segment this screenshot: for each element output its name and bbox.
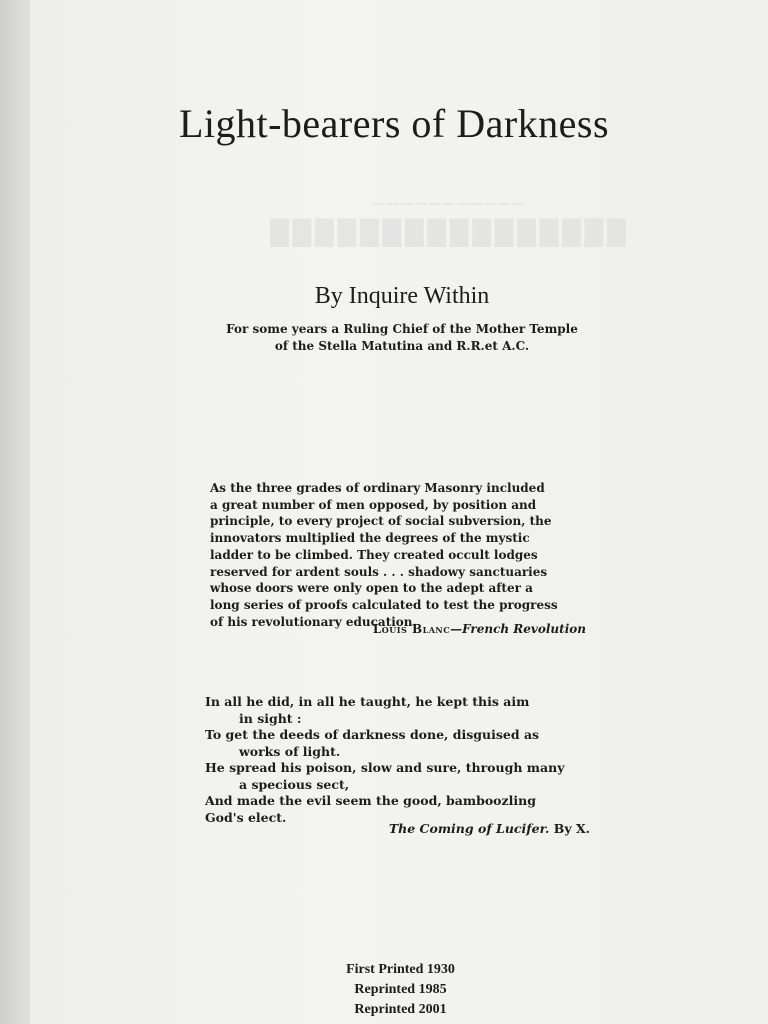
imprint-line: First Printed 1930 xyxy=(346,962,455,977)
poem-line: He spread his poison, slow and sure, through many xyxy=(205,760,565,775)
epigraph-poem-attribution xyxy=(330,821,590,836)
attribution-author: Louis Blanc xyxy=(372,622,451,636)
author-desc-line: For some years a Ruling Chief of the Mother Temple xyxy=(226,322,578,336)
attribution-work: French Revolution xyxy=(462,622,586,636)
attribution-work: The Coming of Lucifer. xyxy=(388,821,550,836)
epigraph-line: whose doors were only open to the adept after a xyxy=(210,581,533,596)
bleed-through-texture: ─────────── ████████████████ xyxy=(270,194,630,247)
poem-line: In all he did, in all he taught, he kept this aim xyxy=(205,694,530,709)
epigraph-line: reserved for ardent souls . . . shadowy sanctuaries xyxy=(210,564,548,579)
epigraph-line: a great number of men opposed, by position and xyxy=(210,497,537,512)
epigraph-line: As the three grades of ordinary Masonry included xyxy=(210,481,545,495)
epigraph-line: of his revolutionary education. xyxy=(210,614,417,629)
title-page xyxy=(30,0,768,1024)
byline: By Inquire Within xyxy=(314,283,490,309)
poem-line: And made the evil seem the good, bamboozling xyxy=(205,793,536,808)
epigraph-blanc-attribution xyxy=(330,622,586,636)
imprint-line: Reprinted 1985 xyxy=(354,982,447,997)
epigraph-line: long series of proofs calculated to test the progress xyxy=(210,597,558,612)
poem-line: a specious sect, xyxy=(239,776,350,792)
poem-line: God's elect. xyxy=(205,809,287,825)
epigraph-line: principle, to every project of social subversion, the xyxy=(210,514,552,529)
attribution-author: By X. xyxy=(553,821,590,836)
poem-line: in sight : xyxy=(239,710,302,726)
epigraph-line: ladder to be climbed. They created occult lodges xyxy=(210,547,538,562)
author-description xyxy=(36,321,768,355)
epigraph-poem xyxy=(205,694,595,826)
attribution-separator: — xyxy=(450,622,463,636)
poem-line: works of light. xyxy=(239,743,341,759)
epigraph-line: innovators multiplied the degrees of the mystic xyxy=(210,531,530,546)
page-gutter-shadow xyxy=(0,0,30,1024)
imprint-line: Reprinted 2001 xyxy=(354,1002,447,1017)
printing-history xyxy=(33,960,768,1020)
book-title: Light-bearers of Darkness xyxy=(178,101,610,146)
epigraph-blanc xyxy=(210,480,586,630)
poem-line: To get the deeds of darkness done, disguised as xyxy=(205,727,540,742)
author-desc-line: of the Stella Matutina and R.R.et A.C. xyxy=(274,339,530,353)
